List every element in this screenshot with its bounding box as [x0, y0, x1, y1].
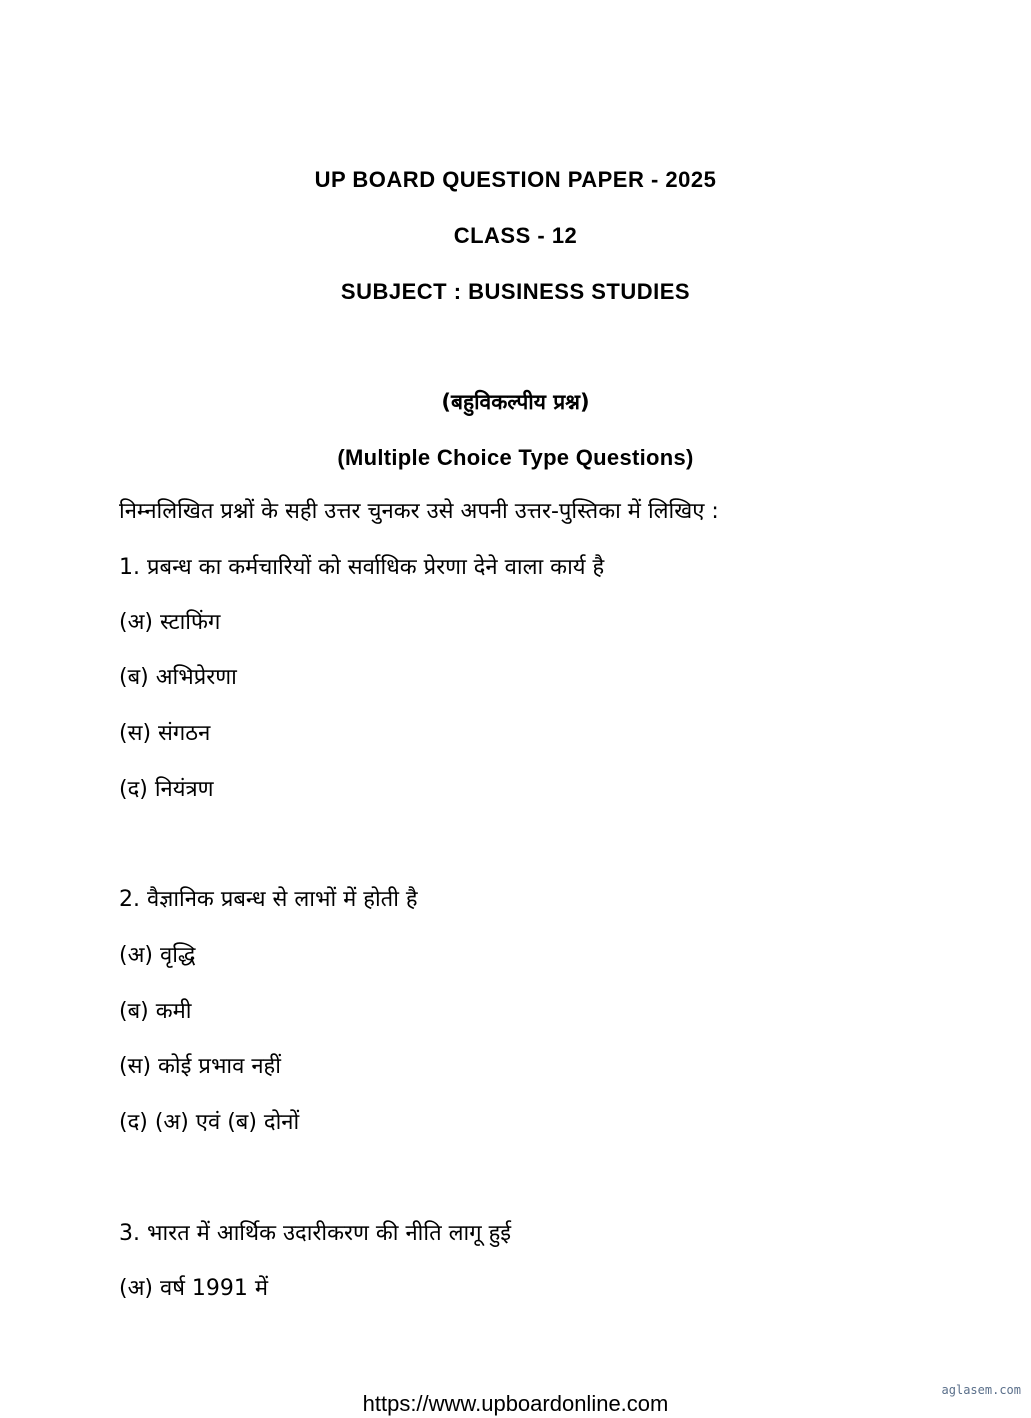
watermark: aglasem.com [941, 1383, 1021, 1397]
footer-url: https://www.upboardonline.com [362, 1391, 669, 1416]
paper-title: UP BOARD QUESTION PAPER - 2025 [314, 167, 717, 192]
section-heading-english: (Multiple Choice Type Questions) [337, 445, 694, 470]
question-text: 1. प्रबन्ध का कर्मचारियों को सर्वाधिक प्रेरणा देने वाला कार्य है [119, 555, 605, 580]
option: (ब) अभिप्रेरणा [119, 665, 237, 690]
subject-line: SUBJECT : BUSINESS STUDIES [340, 279, 691, 304]
option: (द) नियंत्रण [119, 777, 214, 802]
instruction: निम्नलिखित प्रश्नों के सही उत्तर चुनकर उसे अपनी उत्तर-पुस्तिका में लिखिए : [119, 499, 719, 524]
option: (ब) कमी [119, 999, 192, 1024]
option: (स) कोई प्रभाव नहीं [119, 1054, 281, 1079]
option: (स) संगठन [119, 721, 211, 746]
option: (अ) वर्ष 1991 में [119, 1276, 269, 1301]
option: (द) (अ) एवं (ब) दोनों [119, 1110, 300, 1135]
question-text: 3. भारत में आर्थिक उदारीकरण की नीति लागू हुई [119, 1221, 512, 1246]
option: (अ) वृद्धि [119, 943, 196, 968]
section-heading-hindi: (बहुविकल्पीय प्रश्न) [441, 390, 590, 414]
class-line: CLASS - 12 [453, 223, 578, 248]
question-text: 2. वैज्ञानिक प्रबन्ध से लाभों में होती है [119, 887, 418, 912]
option: (अ) स्टाफिंग [119, 610, 221, 635]
